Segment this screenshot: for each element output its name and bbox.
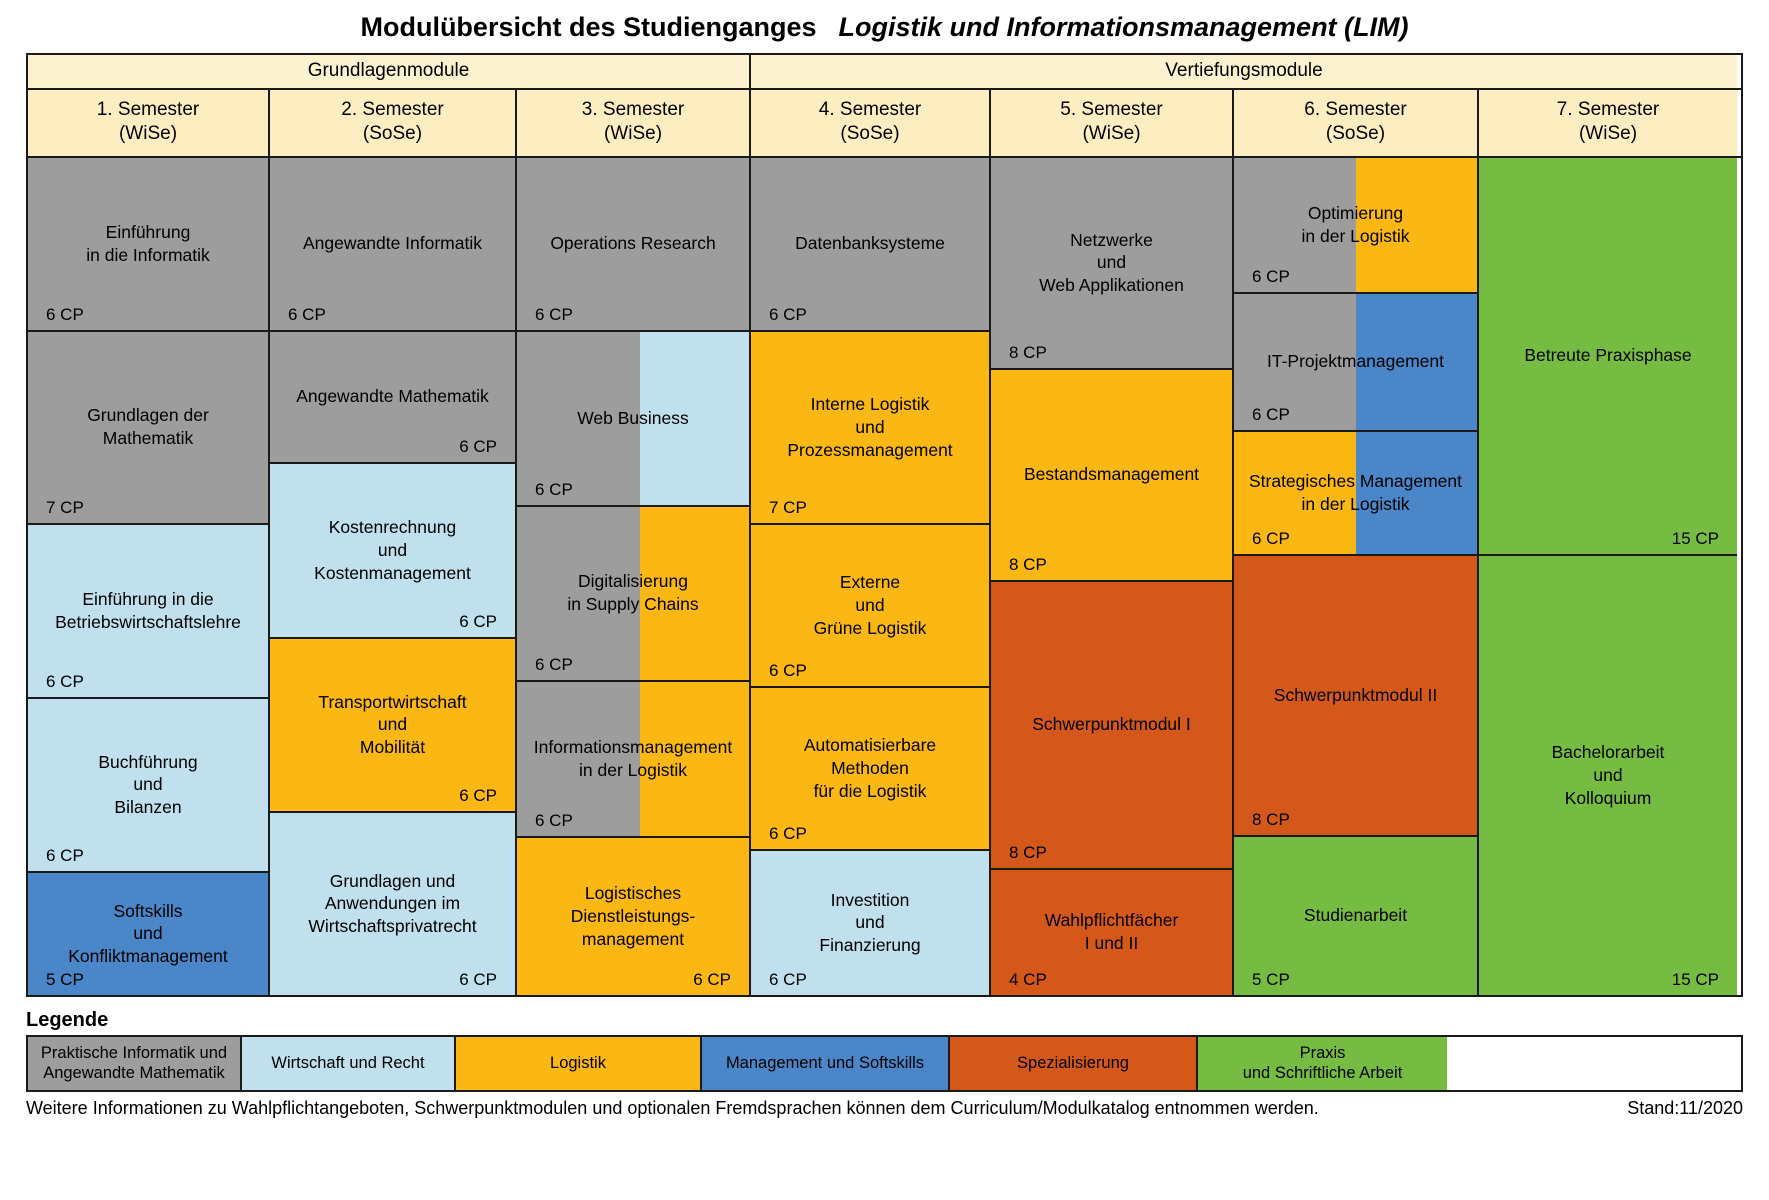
module-credit-points: 7 CP — [46, 497, 84, 517]
module-card[interactable] — [991, 370, 1232, 582]
module-card[interactable] — [28, 332, 268, 525]
module-name: Transportwirtschaft und Mobilität — [318, 691, 467, 757]
legend-item — [242, 1037, 456, 1090]
module-credit-points: 6 CP — [459, 436, 497, 456]
semester-column-1 — [28, 158, 270, 995]
semester-term: (WiSe) — [1578, 123, 1638, 145]
group-header-grundlagenmodule: Grundlagenmodule — [28, 55, 751, 88]
module-name: Kostenrechnung und Kostenmanagement — [314, 517, 471, 583]
semester-column-6 — [1234, 158, 1479, 995]
module-name: Angewandte Informatik — [303, 233, 482, 254]
module-card[interactable] — [517, 507, 749, 682]
group-header-row — [28, 55, 1741, 90]
module-credit-points: 6 CP — [1252, 404, 1290, 424]
module-card[interactable] — [751, 688, 989, 851]
module-name: Softskills und Konfliktmanagement — [68, 900, 228, 966]
module-card[interactable] — [751, 332, 989, 525]
module-card[interactable] — [517, 838, 749, 995]
module-credit-points: 6 CP — [1252, 528, 1290, 548]
module-credit-points: 6 CP — [535, 654, 573, 674]
module-name: Grundlagen und Anwendungen im Wirtschaftsprivatrecht — [308, 870, 477, 936]
module-credit-points: 8 CP — [1009, 342, 1047, 362]
semester-term: (SoSe) — [1325, 123, 1386, 145]
semester-column-7 — [1479, 158, 1737, 995]
legend-item — [28, 1037, 242, 1090]
module-credit-points: 6 CP — [769, 660, 807, 680]
legend-item-label: Spezialisierung — [1017, 1053, 1129, 1072]
module-credit-points: 6 CP — [46, 304, 84, 324]
semester-term: (WiSe) — [603, 123, 663, 145]
module-name: Grundlagen der Mathematik — [87, 405, 209, 449]
module-credit-points: 5 CP — [46, 969, 84, 989]
module-name: Bestandsmanagement — [1023, 464, 1200, 485]
module-credit-points: 7 CP — [769, 497, 807, 517]
module-credit-points: 15 CP — [1671, 528, 1719, 548]
module-card[interactable] — [1234, 556, 1477, 837]
module-card[interactable] — [991, 158, 1232, 370]
module-name: Operations Research — [550, 233, 716, 254]
module-name: Betreute Praxisphase — [1524, 345, 1692, 366]
module-name: Netzwerke und Web Applikationen — [1039, 229, 1184, 295]
footer-stand: Stand:11/2020 — [1627, 1097, 1743, 1118]
module-credit-points: 6 CP — [459, 611, 497, 631]
legend-item — [456, 1037, 702, 1090]
module-card[interactable] — [517, 158, 749, 332]
semester-columns — [28, 158, 1741, 995]
legend-item-label: Wirtschaft und Recht — [271, 1053, 425, 1072]
footer-note: Weitere Informationen zu Wahlpflichtangeboten, Schwerpunktmodulen und optionalen Fremdsprachen können dem Curriculum/Modulkatalog entnommen werden. — [26, 1097, 1319, 1118]
legend-item-label: Logistik — [550, 1053, 606, 1072]
legend — [26, 1009, 1743, 1092]
module-card[interactable] — [751, 851, 989, 995]
module-name: Automatisierbare Methoden für die Logistik — [803, 735, 937, 801]
module-card[interactable] — [1479, 158, 1737, 556]
semester-name: 4. Semester — [818, 99, 922, 120]
module-card[interactable] — [28, 158, 268, 332]
semester-header-5 — [991, 90, 1234, 156]
module-card[interactable] — [270, 639, 515, 813]
semester-header-row — [28, 90, 1741, 158]
module-name: Logistisches Dienstleistungs- management — [570, 883, 696, 949]
module-credit-points: 8 CP — [1009, 554, 1047, 574]
module-card[interactable] — [28, 873, 268, 995]
page-title-main: Modulübersicht des Studienganges — [360, 12, 817, 42]
module-credit-points: 6 CP — [693, 969, 731, 989]
module-card[interactable] — [1234, 837, 1477, 995]
module-credit-points: 6 CP — [535, 304, 573, 324]
footer — [26, 1098, 1743, 1119]
semester-column-3 — [517, 158, 751, 995]
module-credit-points: 8 CP — [1009, 842, 1047, 862]
semester-name: 2. Semester — [341, 99, 444, 120]
module-card[interactable] — [1234, 158, 1477, 294]
module-card[interactable] — [28, 699, 268, 873]
semester-column-4 — [751, 158, 991, 995]
module-card[interactable] — [751, 525, 989, 688]
module-name: Strategisches Management in der Logistik — [1248, 470, 1463, 514]
group-header-vertiefungsmodule: Vertiefungsmodule — [751, 55, 1737, 88]
module-credit-points: 6 CP — [288, 304, 326, 324]
semester-name: 5. Semester — [1060, 99, 1163, 120]
semester-header-2 — [270, 90, 517, 156]
module-card[interactable] — [1479, 556, 1737, 995]
legend-title: Legende — [26, 1008, 109, 1031]
module-name: Schwerpunktmodul II — [1273, 684, 1438, 705]
module-card[interactable] — [28, 525, 268, 699]
semester-name: 6. Semester — [1304, 99, 1407, 120]
page-title-program: Logistik und Informationsmanagement (LIM) — [838, 12, 1409, 42]
module-name: Einführung in die Betriebswirtschaftslehre — [55, 588, 241, 632]
module-name: Studienarbeit — [1303, 905, 1408, 926]
module-credit-points: 6 CP — [459, 969, 497, 989]
module-name: Externe und Grüne Logistik — [813, 572, 927, 638]
module-credit-points: 6 CP — [535, 479, 573, 499]
module-card[interactable] — [991, 582, 1232, 870]
module-credit-points: 6 CP — [769, 969, 807, 989]
module-card[interactable] — [751, 158, 989, 332]
semester-term: (SoSe) — [840, 123, 900, 145]
page-title — [0, 0, 1769, 43]
module-credit-points: 6 CP — [769, 823, 807, 843]
module-credit-points: 6 CP — [459, 785, 497, 805]
legend-item — [1198, 1037, 1447, 1090]
semester-header-6 — [1234, 90, 1479, 156]
legend-item-label: Management und Softskills — [725, 1053, 925, 1072]
module-card[interactable] — [270, 464, 515, 639]
module-name: Interne Logistik und Prozessmanagement — [787, 394, 953, 460]
module-name: Datenbanksysteme — [795, 233, 945, 254]
legend-item-label: Praxis und Schriftliche Arbeit — [1242, 1043, 1403, 1083]
module-name: Investition und Finanzierung — [819, 889, 921, 955]
module-name: Wahlpflichtfächer I und II — [1044, 910, 1179, 954]
module-name: IT-Projektmanagement — [1266, 351, 1445, 372]
semester-header-7 — [1479, 90, 1737, 156]
module-name: Buchführung und Bilanzen — [98, 751, 198, 817]
module-card[interactable] — [517, 332, 749, 507]
module-name: Angewandte Mathematik — [296, 386, 489, 407]
legend-item — [950, 1037, 1198, 1090]
module-credit-points: 6 CP — [46, 845, 84, 865]
module-credit-points: 5 CP — [1252, 969, 1290, 989]
module-card[interactable] — [1234, 294, 1477, 432]
module-credit-points: 6 CP — [46, 671, 84, 691]
module-card[interactable] — [1234, 432, 1477, 556]
semester-term: (WiSe) — [118, 123, 178, 145]
semester-term: (SoSe) — [362, 123, 423, 145]
module-card[interactable] — [270, 813, 515, 995]
semester-header-1 — [28, 90, 270, 156]
semester-header-3 — [517, 90, 751, 156]
module-credit-points: 4 CP — [1009, 969, 1047, 989]
semester-column-2 — [270, 158, 517, 995]
module-card[interactable] — [270, 332, 515, 464]
module-card[interactable] — [517, 682, 749, 838]
module-credit-points: 6 CP — [535, 810, 573, 830]
module-credit-points: 6 CP — [769, 304, 807, 324]
module-card[interactable] — [991, 870, 1232, 995]
semester-name: 7. Semester — [1556, 99, 1660, 120]
module-name: Informationsmanagement in der Logistik — [533, 736, 733, 780]
module-name: Bachelorarbeit und Kolloquium — [1551, 742, 1665, 808]
semester-term: (WiSe) — [1082, 123, 1141, 145]
legend-item-label: Praktische Informatik und Angewandte Mathematik — [40, 1043, 228, 1083]
semester-name: 3. Semester — [581, 99, 685, 120]
module-name: Schwerpunktmodul I — [1032, 714, 1191, 735]
semester-name: 1. Semester — [96, 99, 200, 120]
legend-item — [702, 1037, 950, 1090]
module-credit-points: 6 CP — [1252, 266, 1290, 286]
module-credit-points: 8 CP — [1252, 809, 1290, 829]
module-name: Web Business — [577, 407, 689, 428]
semester-column-5 — [991, 158, 1234, 995]
module-name: Einführung in die Informatik — [86, 221, 210, 265]
module-overview-table — [26, 53, 1743, 997]
module-name: Digitalisierung in Supply Chains — [567, 571, 699, 615]
module-card[interactable] — [270, 158, 515, 332]
semester-header-4 — [751, 90, 991, 156]
legend-items — [26, 1035, 1743, 1092]
module-credit-points: 15 CP — [1671, 969, 1719, 989]
module-name: Optimierung in der Logistik — [1301, 202, 1410, 246]
